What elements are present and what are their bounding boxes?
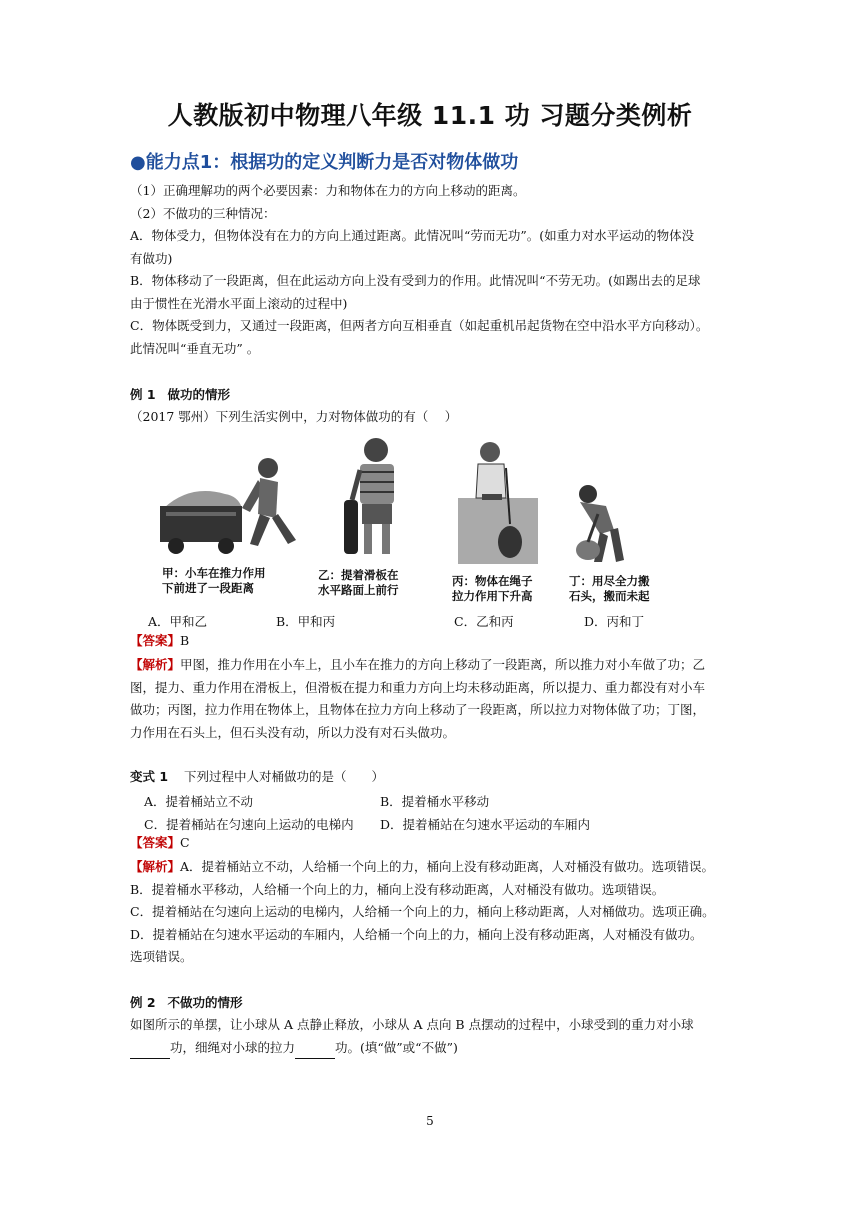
page-number: 5 (426, 1114, 434, 1128)
variant1-option-b: B．提着桶水平移动 (380, 794, 490, 809)
caption-ding: 丁：用尽全力搬 石头，搬而未起 (569, 574, 650, 603)
bullet-icon: ● (130, 152, 146, 173)
intro-line: 有做功) (130, 250, 173, 266)
skateboard-carry-illustration (332, 436, 422, 562)
caption-yi: 乙：提着滑板在 水平路面上前行 (318, 568, 399, 597)
variant1-option-a: A．提着桶站立不动 (144, 794, 254, 809)
cart-push-illustration (150, 448, 300, 558)
rope-lift-illustration (450, 438, 540, 564)
option-c: C．乙和丙 (454, 614, 514, 629)
variant1-analysis: 【解析】A．提着桶站立不动，人给桶一个向上的力，桶向上没有移动距离，人对桶没有做功。选项错误。 B．提着桶水平移动，人给桶一个向上的力，桶向上没有移动距离，人对桶没有做功。选项错误。 C．提着桶站在匀速向上运动的电梯内，人给桶一个向上的力，桶向上移动距离，人对桶做功。选项正确。 D．提着桶站在匀速水平运动的车厢内，人给桶一个向上的力，桶向上没有移动距离，人对桶没有做功。 选项错误。 (130, 859, 715, 964)
intro-line: A．物体受力，但物体没有在力的方向上通过距离。此情况叫“劳而无功”。(如重力对水平运动的物体没 (130, 228, 695, 243)
answer-blank (130, 1044, 170, 1059)
example1-question: （2017 鄂州）下列生活实例中，力对物体做功的有（ ） (130, 409, 458, 424)
example2-heading: 例 2 不做功的情形 (130, 995, 243, 1010)
variant1-answer: 【答案】C (130, 835, 190, 850)
intro-line: B．物体移动了一段距离，但在此运动方向上没有受到力的作用。此情况叫“不劳无功。(如踢出去的足球 (130, 273, 701, 288)
intro-line: C．物体既受到力，又通过一段距离，但两者方向互相垂直（如起重机吊起货物在空中沿水平方向移动）。 (130, 318, 709, 333)
variant1-question: 变式 1 下列过程中人对桶做功的是（ ） (130, 769, 384, 784)
variant1-option-c: C．提着桶站在匀速向上运动的电梯内 (144, 817, 354, 832)
intro-line: 此情况叫“垂直无功” 。 (130, 340, 260, 356)
example1-answer: 【答案】B (130, 633, 190, 648)
intro-line: （1）正确理解功的两个必要因素：力和物体在力的方向上移动的距离。 (130, 183, 526, 198)
intro-line: （2）不做功的三种情况： (130, 205, 276, 221)
option-b: B．甲和丙 (276, 614, 336, 629)
option-a: A．甲和乙 (148, 614, 208, 629)
caption-bing: 丙：物体在绳子 拉力作用下升高 (452, 574, 533, 603)
section-intro (130, 180, 740, 360)
lift-stone-illustration (566, 484, 636, 564)
example1-analysis: 【解析】甲图，推力作用在小车上，且小车在推力的方向上移动了一段距离，所以推力对小车做了功；乙 图，提力、重力作用在滑板上，但滑板在提力和重力方向上均未移动距离，所以提力、重力都没有对小车 做功；丙图，拉力作用在物体上，且物体在拉力方向上移动了一段距离，所以拉力对物体做了功；丁图， 力作用在石头上，但石头没有动，所以力没有对石头做功。 (130, 657, 706, 740)
example1-heading: 例 1 做功的情形 (130, 387, 230, 402)
example2-question: 如图所示的单摆，让小球从 A 点静止释放，小球从 A 点向 B 点摆动的过程中，小球受到的重力对小球 功，细绳对小球的拉力 功。(填“做”或“不做”) (130, 1014, 740, 1059)
variant1-option-d: D．提着桶站在匀速水平运动的车厢内 (380, 817, 591, 832)
caption-jia: 甲：小车在推力作用 下前进了一段距离 (162, 566, 266, 595)
section-heading (130, 148, 518, 174)
section-heading-text: 能力点1：根据功的定义判断力是否对物体做功 (145, 152, 519, 173)
intro-line: 由于惯性在光滑水平面上滚动的过程中) (130, 295, 348, 311)
page-title: 人教版初中物理八年级 11.1 功 习题分类例析 (167, 101, 693, 130)
answer-blank (295, 1044, 335, 1059)
option-d: D．丙和丁 (584, 614, 645, 629)
